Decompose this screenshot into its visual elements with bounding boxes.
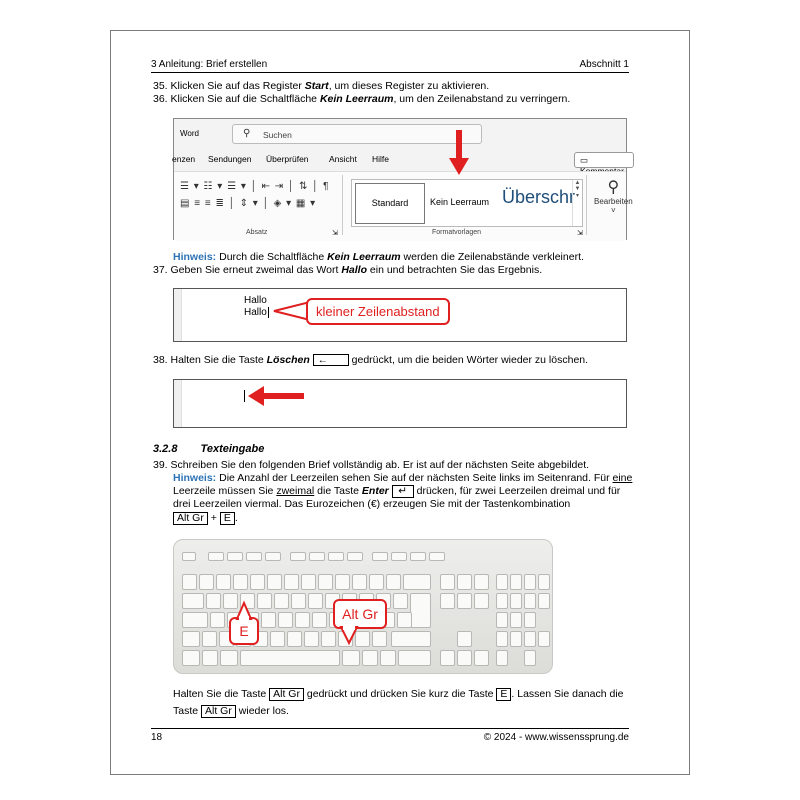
keyboard-key <box>496 650 508 666</box>
document-page <box>110 30 690 775</box>
step-38-emphasis: Löschen <box>266 354 310 366</box>
keyboard-key <box>440 593 455 609</box>
keyboard-key <box>312 612 327 628</box>
header-chapter: 3 Anleitung: Brief erstellen <box>151 59 268 70</box>
step-35-emphasis: Start <box>304 80 329 92</box>
callout-e-pointer <box>237 603 251 619</box>
section-title: Texteingabe <box>200 443 265 455</box>
keyboard-key <box>457 631 472 647</box>
hint-text: die Taste <box>314 485 362 497</box>
styles-launcher-icon[interactable]: ⇲ <box>577 230 583 237</box>
keyboard-key <box>474 574 489 590</box>
closing-text: wieder los. <box>235 705 289 717</box>
search-placeholder: Suchen <box>263 130 292 140</box>
ribbon-tabs <box>174 154 626 168</box>
hint-label: Hinweis: <box>173 251 217 263</box>
keyboard-key <box>474 650 489 666</box>
keyboard-key <box>182 650 200 666</box>
keyboard-key <box>403 574 431 590</box>
keyboard-key <box>510 574 522 590</box>
callout-e: E <box>229 617 259 645</box>
keyboard-key <box>308 593 323 609</box>
keyboard-key <box>386 574 401 590</box>
page-footer <box>151 728 629 742</box>
keyboard-key <box>246 552 262 561</box>
keyboard-key <box>291 593 306 609</box>
page-number: 18 <box>151 732 163 743</box>
tab-references[interactable]: enzen <box>172 154 196 164</box>
keyboard-key <box>391 631 431 647</box>
keyboard-key <box>240 650 340 666</box>
keyboard-key <box>538 574 550 590</box>
step-38-text: 38. Halten Sie die Taste <box>153 354 267 366</box>
keyboard-key <box>372 631 387 647</box>
hallo-lines <box>244 295 269 319</box>
hint-text: drücken, für zwei Leerzeilen dreimal und für <box>413 485 621 497</box>
plus-sign: + <box>207 512 220 524</box>
text-cursor <box>268 307 269 318</box>
keyboard-key <box>474 593 489 609</box>
keyboard-key <box>457 574 472 590</box>
edit-label: Bearbeiten <box>594 197 633 206</box>
keyboard-key <box>380 650 396 666</box>
keyboard-key <box>216 574 231 590</box>
search-icon: ⚲ <box>243 128 251 139</box>
keyboard-key <box>301 574 316 590</box>
keyboard-key <box>510 631 522 647</box>
keyboard-key <box>261 612 276 628</box>
step-37-text-end: ein und betrachten Sie das Ergebnis. <box>367 264 543 276</box>
hint-2 <box>173 472 632 485</box>
backspace-key <box>313 354 349 366</box>
keyboard-key <box>538 593 550 609</box>
style-heading[interactable]: Überschr <box>502 187 576 207</box>
red-arrow-down-icon <box>449 130 469 176</box>
keyboard-key <box>510 593 522 609</box>
keyboard-key <box>182 612 208 628</box>
hint-2-line-3: drei Leerzeilen viermal. Das Eurozeichen (€) erzeugen Sie mit der Tastenkombination <box>173 498 571 510</box>
comment-icon: ▭ <box>580 155 589 165</box>
backspace-arrow-icon: ← <box>317 355 328 367</box>
keyboard-key <box>284 574 299 590</box>
align-icons[interactable]: ▤ ≡ ≡ ≣ │ ⇕ ▾ │ ◈ ▾ ▦ ▾ <box>180 198 317 209</box>
keyboard-key <box>210 612 225 628</box>
group-label-paragraph: Absatz <box>246 229 268 236</box>
keyboard-key <box>208 552 224 561</box>
section-heading <box>153 443 264 455</box>
closing-line-2 <box>173 705 289 718</box>
keyboard-key <box>328 552 344 561</box>
hint-text: Leerzeile müssen Sie <box>173 485 277 497</box>
group-label-styles: Formatvorlagen <box>432 229 482 236</box>
keyboard-key <box>223 593 238 609</box>
callout-altgr: Alt Gr <box>333 599 387 629</box>
ribbon-separator <box>586 175 587 235</box>
keyboard-key <box>457 593 472 609</box>
step-35-text: 35. Klicken Sie auf das Register <box>153 80 305 92</box>
keyboard-key <box>318 574 333 590</box>
paragraph-tools <box>180 181 330 209</box>
keyboard-key <box>199 574 214 590</box>
style-no-spacing[interactable]: Kein Leerraum <box>430 197 490 207</box>
ribbon-separator <box>342 175 343 235</box>
e-key: E <box>496 688 511 701</box>
document-preview-hallo <box>173 288 627 342</box>
keyboard-key <box>290 552 306 561</box>
step-37 <box>153 264 542 277</box>
header-section: Abschnitt 1 <box>579 59 629 70</box>
keyboard-key <box>278 612 293 628</box>
style-standard[interactable]: Standard <box>355 183 425 224</box>
altgr-key: Alt Gr <box>269 688 304 701</box>
keyboard-key <box>342 650 360 666</box>
hint-text-end: werden die Zeilenabstände verkleinert. <box>400 251 584 263</box>
keyboard-key <box>206 593 221 609</box>
keyboard-key <box>309 552 325 561</box>
enter-key: ↵ <box>392 485 414 498</box>
text-cursor <box>244 390 245 402</box>
keyboard-key <box>369 574 384 590</box>
altgr-key: Alt Gr <box>173 512 208 525</box>
app-name: Word <box>180 129 199 138</box>
keyboard-key <box>440 574 455 590</box>
keyboard-key <box>220 650 238 666</box>
keyboard-key <box>257 593 272 609</box>
keyboard-key <box>202 650 218 666</box>
tab-help[interactable]: Hilfe <box>372 154 390 164</box>
step-38-text-end: gedrückt, um die beiden Wörter wieder zu löschen. <box>348 354 589 366</box>
keyboard-key <box>321 631 336 647</box>
ribbon-titlebar <box>174 119 626 149</box>
keyboard-key <box>496 574 508 590</box>
keyboard-key <box>524 631 536 647</box>
search-box[interactable] <box>232 124 482 144</box>
step-37-text: 37. Geben Sie erneut zweimal das Wort <box>153 264 342 276</box>
keyboard-key <box>524 612 536 628</box>
closing-text: Halten Sie die Taste <box>173 688 270 700</box>
gallery-scroll[interactable]: ▲ ▼ ▾ <box>572 180 582 226</box>
step-37-emphasis: Hallo <box>341 264 367 276</box>
hallo-line-2: Hallo <box>244 307 267 318</box>
keyboard-key <box>355 631 370 647</box>
keyboard-key <box>182 593 204 609</box>
tab-review[interactable]: Überprüfen <box>266 154 309 164</box>
keyboard-key <box>182 574 197 590</box>
styles-gallery <box>351 179 583 227</box>
hint-emphasis: Kein Leerraum <box>327 251 401 263</box>
dialog-launcher-icon[interactable]: ⇲ <box>332 230 338 237</box>
keyboard-key <box>287 631 302 647</box>
hint-underline-zweimal: zweimal <box>276 485 315 497</box>
keyboard-key <box>202 631 217 647</box>
hallo-line-1: Hallo <box>244 295 267 306</box>
keyboard-key <box>410 593 431 628</box>
callout-altgr-pointer <box>341 627 357 643</box>
step-36-text: 36. Klicken Sie auf die Schaltfläche <box>153 93 320 105</box>
closing-text: Taste <box>173 705 202 717</box>
keyboard-key <box>227 552 243 561</box>
keyboard-key <box>524 650 536 666</box>
copyright: © 2024 - www.wissenssprung.de <box>483 732 629 743</box>
keyboard-key <box>397 612 412 628</box>
hint-2-line-2 <box>173 485 620 498</box>
period: . <box>234 512 238 524</box>
margin-strip <box>174 380 182 427</box>
find-icon: ⚲ <box>607 179 620 196</box>
keyboard-key <box>274 593 289 609</box>
keyboard-key <box>496 612 508 628</box>
e-key: E <box>220 512 235 525</box>
chevron-down-icon: ˅ <box>611 206 616 215</box>
closing-text: gedrückt und drücken Sie kurz die Taste <box>303 688 497 700</box>
step-35 <box>153 80 489 93</box>
keyboard-key <box>304 631 319 647</box>
hint-text: Durch die Schaltfläche <box>216 251 328 263</box>
keyboard-key <box>496 631 508 647</box>
comment-button[interactable] <box>574 152 634 168</box>
keyboard-key <box>372 552 388 561</box>
step-38 <box>153 354 588 367</box>
keyboard-key <box>524 574 536 590</box>
step-36 <box>153 93 570 106</box>
tab-view[interactable]: Ansicht <box>329 154 357 164</box>
keyboard-key <box>182 631 200 647</box>
keyboard-key <box>538 631 550 647</box>
document-preview-empty <box>173 379 627 428</box>
keyboard-key <box>440 650 455 666</box>
step-36-text-end: , um den Zeilenabstand zu verringern. <box>393 93 571 105</box>
altgr-key: Alt Gr <box>201 705 236 718</box>
keyboard-key <box>267 574 282 590</box>
margin-strip <box>174 289 182 341</box>
keyboard-key <box>391 552 407 561</box>
word-ribbon-screenshot <box>172 118 633 240</box>
hint-2-keys <box>173 512 238 525</box>
keyboard-key <box>347 552 363 561</box>
hint-label: Hinweis: <box>173 472 217 484</box>
keyboard-key <box>335 574 350 590</box>
keyboard-key <box>265 552 281 561</box>
keyboard-key <box>398 650 431 666</box>
closing-text: . Lassen Sie danach die <box>511 688 624 700</box>
step-39: 39. Schreiben Sie den folgenden Brief vollständig ab. Er ist auf der nächsten Seite abgebildet. <box>153 459 590 471</box>
step-36-emphasis: Kein Leerraum <box>319 93 394 105</box>
hint-1 <box>173 251 584 264</box>
keyboard-key <box>524 593 536 609</box>
list-icons[interactable]: ☰ ▾ ☷ ▾ ☰ ▾ │ ⇤ ⇥ │ ⇅ │ ¶ <box>180 181 330 192</box>
keyboard-key <box>352 574 367 590</box>
keyboard-key <box>295 612 310 628</box>
page-header <box>151 59 629 73</box>
hint-underline-eine: eine <box>612 472 633 484</box>
closing-line-1 <box>173 688 624 701</box>
step-35-text-end: , um dieses Register zu aktivieren. <box>328 80 490 92</box>
keyboard-key <box>233 574 248 590</box>
keyboard-key <box>270 631 285 647</box>
enter-label: Enter <box>361 485 389 497</box>
keyboard-key <box>410 552 426 561</box>
keyboard-key <box>362 650 378 666</box>
red-arrow-left-icon <box>248 386 304 406</box>
hint-text: Die Anzahl der Leerzeilen sehen Sie auf der nächsten Seite links im Seitenrand. Für <box>216 472 613 484</box>
keyboard-key <box>393 593 408 609</box>
keyboard-key <box>429 552 445 561</box>
callout-small-spacing: kleiner Zeilenabstand <box>306 298 450 325</box>
keyboard-key <box>496 593 508 609</box>
section-number: 3.2.8 <box>153 443 178 455</box>
keyboard-key <box>457 650 472 666</box>
tab-mailings[interactable]: Sendungen <box>208 154 252 164</box>
keyboard-key <box>182 552 196 561</box>
keyboard-key <box>510 612 522 628</box>
edit-group[interactable] <box>594 177 633 215</box>
keyboard-key <box>250 574 265 590</box>
